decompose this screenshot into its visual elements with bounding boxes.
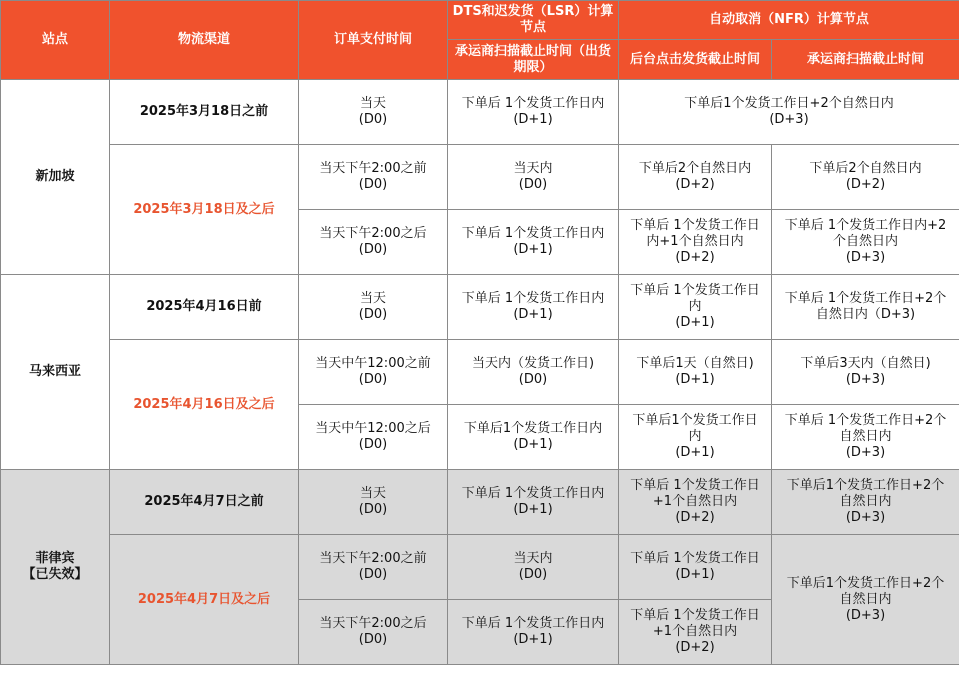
channel-after: 2025年4月7日及之后 — [110, 535, 299, 665]
cell-line: 下单后 1个发货工作日内+2 — [784, 218, 947, 233]
cell-line: (D0) — [358, 242, 388, 257]
cell-line: 下单后 1个发货工作日 — [630, 283, 760, 298]
cell-line: 下单后1个发货工作日+2个 — [786, 575, 945, 591]
cell-line: 当天下午2:00之后 — [319, 226, 427, 241]
header-nfr-backend: 后台点击发货截止时间 — [619, 40, 772, 80]
cell-line: (D+1) — [513, 112, 553, 127]
dts-cell — [448, 275, 619, 340]
nfr-scan-cell — [772, 535, 959, 665]
site-name: 菲律宾 — [35, 551, 75, 566]
cell-line: 下单后 1个发货工作日+2个 — [784, 291, 947, 306]
cell-line: (D+1) — [675, 372, 715, 387]
nfr-backend-cell — [619, 405, 772, 470]
pay-time-cell — [299, 275, 448, 340]
nfr-backend-cell — [619, 340, 772, 405]
cell-line: 下单后1个发货工作日+2个自然日内 — [684, 96, 894, 111]
cell-line: 下单后 1个发货工作日内 — [461, 96, 605, 111]
nfr-backend-cell — [619, 210, 772, 275]
cell-line: (D0) — [518, 567, 548, 582]
cell-line: (D+3) — [845, 510, 886, 525]
pay-time-cell — [299, 340, 448, 405]
cell-line: 下单后1个发货工作日+2个 — [786, 478, 945, 493]
pay-time-cell — [299, 600, 448, 665]
cell-line: 下单后 1个发货工作日 — [630, 608, 760, 623]
nfr-scan-cell — [772, 275, 959, 340]
cell-line: 自然日内 — [839, 429, 892, 444]
cell-line: (D+1) — [675, 567, 715, 582]
site-singapore: 新加坡 — [1, 80, 110, 275]
expired-tag: 【已失效】 — [22, 567, 88, 582]
cell-line: 内 — [688, 429, 702, 444]
channel-before: 2025年4月7日之前 — [110, 470, 299, 535]
cell-line: (D0) — [358, 177, 388, 192]
dts-cell — [448, 210, 619, 275]
cell-line: 下单后 1个发货工作日内 — [461, 291, 605, 306]
cell-line: 当天内 — [513, 551, 553, 566]
nfr-scan-cell — [772, 405, 959, 470]
cell-line: (D0) — [358, 307, 388, 322]
cell-line: 当天 — [359, 96, 386, 111]
cell-line: 内 — [688, 299, 702, 314]
cell-line: (D0) — [358, 437, 388, 452]
header-channel: 物流渠道 — [110, 1, 299, 80]
cell-line: (D+1) — [513, 437, 553, 452]
cell-line: +1个自然日内 — [652, 494, 738, 509]
cell-line: 当天 — [359, 291, 386, 306]
cell-line: (D+1) — [513, 242, 553, 257]
cell-line: (D+3) — [845, 372, 886, 387]
channel-after: 2025年3月18日及之后 — [110, 145, 299, 275]
cell-line: (D+3) — [845, 250, 886, 265]
cell-line: 下单后1个发货工作日内 — [463, 421, 603, 436]
header-dts-scan: 承运商扫描截止时间（出货期限） — [448, 40, 619, 80]
cell-line: 下单后 1个发货工作日 — [630, 551, 760, 566]
site-malaysia: 马来西亚 — [1, 275, 110, 470]
dts-cell — [448, 535, 619, 600]
channel-before: 2025年4月16日前 — [110, 275, 299, 340]
table-row — [1, 145, 959, 210]
channel-after: 2025年4月16日及之后 — [110, 340, 299, 470]
dts-cell — [448, 405, 619, 470]
table-row — [1, 535, 959, 600]
cell-line: (D0) — [358, 112, 388, 127]
header-pay-time: 订单支付时间 — [299, 1, 448, 80]
nfr-backend-cell — [619, 535, 772, 600]
dts-cell — [448, 340, 619, 405]
cell-line: (D+3) — [769, 112, 809, 127]
cell-line: (D0) — [358, 502, 388, 517]
nfr-scan-cell — [772, 470, 959, 535]
cell-line: (D+2) — [845, 177, 886, 192]
cell-line: 下单后 1个发货工作日内 — [461, 486, 605, 501]
cell-line: 下单后2个自然日内 — [809, 161, 922, 176]
cell-line: 当天内 — [513, 161, 553, 176]
cell-line: 内+1个自然日内 — [646, 234, 744, 249]
pay-time-cell — [299, 535, 448, 600]
cell-line: 当天下午2:00之后 — [319, 616, 427, 631]
cell-line: (D+1) — [675, 315, 715, 330]
pay-time-cell — [299, 80, 448, 145]
nfr-backend-cell — [619, 275, 772, 340]
cell-line: (D+1) — [513, 502, 553, 517]
cell-line: 当天下午2:00之前 — [319, 551, 427, 566]
cell-line: (D+1) — [675, 445, 715, 460]
cell-line: (D0) — [358, 567, 388, 582]
cell-line: 下单后 1个发货工作日内 — [461, 616, 605, 631]
cell-line: 自然日内 — [839, 494, 892, 509]
cell-line: 下单后 1个发货工作日+2个 — [784, 413, 947, 428]
cell-line: (D0) — [518, 372, 548, 387]
cell-line: 下单后 1个发货工作日 — [630, 218, 760, 233]
cell-line: 下单后 1个发货工作日 — [630, 478, 760, 493]
cell-line: 下单后 1个发货工作日内 — [461, 226, 605, 241]
dts-cell — [448, 145, 619, 210]
cell-line: (D+3) — [845, 607, 886, 623]
cell-line: 当天内（发货工作日) — [471, 356, 595, 371]
cell-line: 当天中午12:00之后 — [315, 421, 431, 436]
pay-time-cell — [299, 405, 448, 470]
cell-line: 自然日内 — [839, 591, 892, 607]
nfr-merged-cell — [619, 80, 959, 145]
cell-line: 当天下午2:00之前 — [319, 161, 427, 176]
table-row — [1, 275, 959, 340]
header-site: 站点 — [1, 1, 110, 80]
nfr-backend-cell — [619, 600, 772, 665]
cell-line: (D+2) — [675, 640, 715, 655]
cell-line: 当天 — [359, 486, 386, 501]
cell-line: (D+1) — [513, 632, 553, 647]
dts-cell — [448, 80, 619, 145]
cell-line: 下单后3天内（自然日) — [800, 356, 931, 371]
pay-time-cell — [299, 470, 448, 535]
cell-line: 下单后1天（自然日) — [636, 356, 754, 371]
cell-line: 下单后1个发货工作日 — [632, 413, 758, 428]
dts-cell — [448, 600, 619, 665]
table-row — [1, 340, 959, 405]
cell-line: (D0) — [358, 372, 388, 387]
cell-line: 下单后2个自然日内 — [638, 161, 752, 176]
cell-line: +1个自然日内 — [652, 624, 738, 639]
table-row — [1, 80, 959, 145]
nfr-backend-cell — [619, 470, 772, 535]
pay-time-cell — [299, 210, 448, 275]
cell-line: 个自然日内 — [832, 234, 898, 249]
nfr-scan-cell — [772, 145, 959, 210]
site-philippines — [1, 470, 110, 665]
cell-line: (D+2) — [675, 177, 715, 192]
cell-line: (D+1) — [513, 307, 553, 322]
cell-line: (D0) — [518, 177, 548, 192]
cell-line: (D+2) — [675, 510, 715, 525]
header-row-1 — [1, 1, 959, 40]
cell-line: 当天中午12:00之前 — [315, 356, 431, 371]
cell-line: (D+3) — [845, 445, 886, 460]
cell-line: 自然日内（D+3) — [815, 307, 916, 322]
header-nfr-group: 自动取消（NFR）计算节点 — [619, 1, 959, 40]
channel-before: 2025年3月18日之前 — [110, 80, 299, 145]
nfr-backend-cell — [619, 145, 772, 210]
nfr-scan-cell — [772, 340, 959, 405]
table-row — [1, 470, 959, 535]
header-dts-group: DTS和迟发货（LSR）计算节点 — [448, 1, 619, 40]
pay-time-cell — [299, 145, 448, 210]
header-nfr-scan: 承运商扫描截止时间 — [772, 40, 959, 80]
cell-line: (D+2) — [675, 250, 715, 265]
nfr-scan-cell — [772, 210, 959, 275]
cell-line: (D0) — [358, 632, 388, 647]
dts-cell — [448, 470, 619, 535]
